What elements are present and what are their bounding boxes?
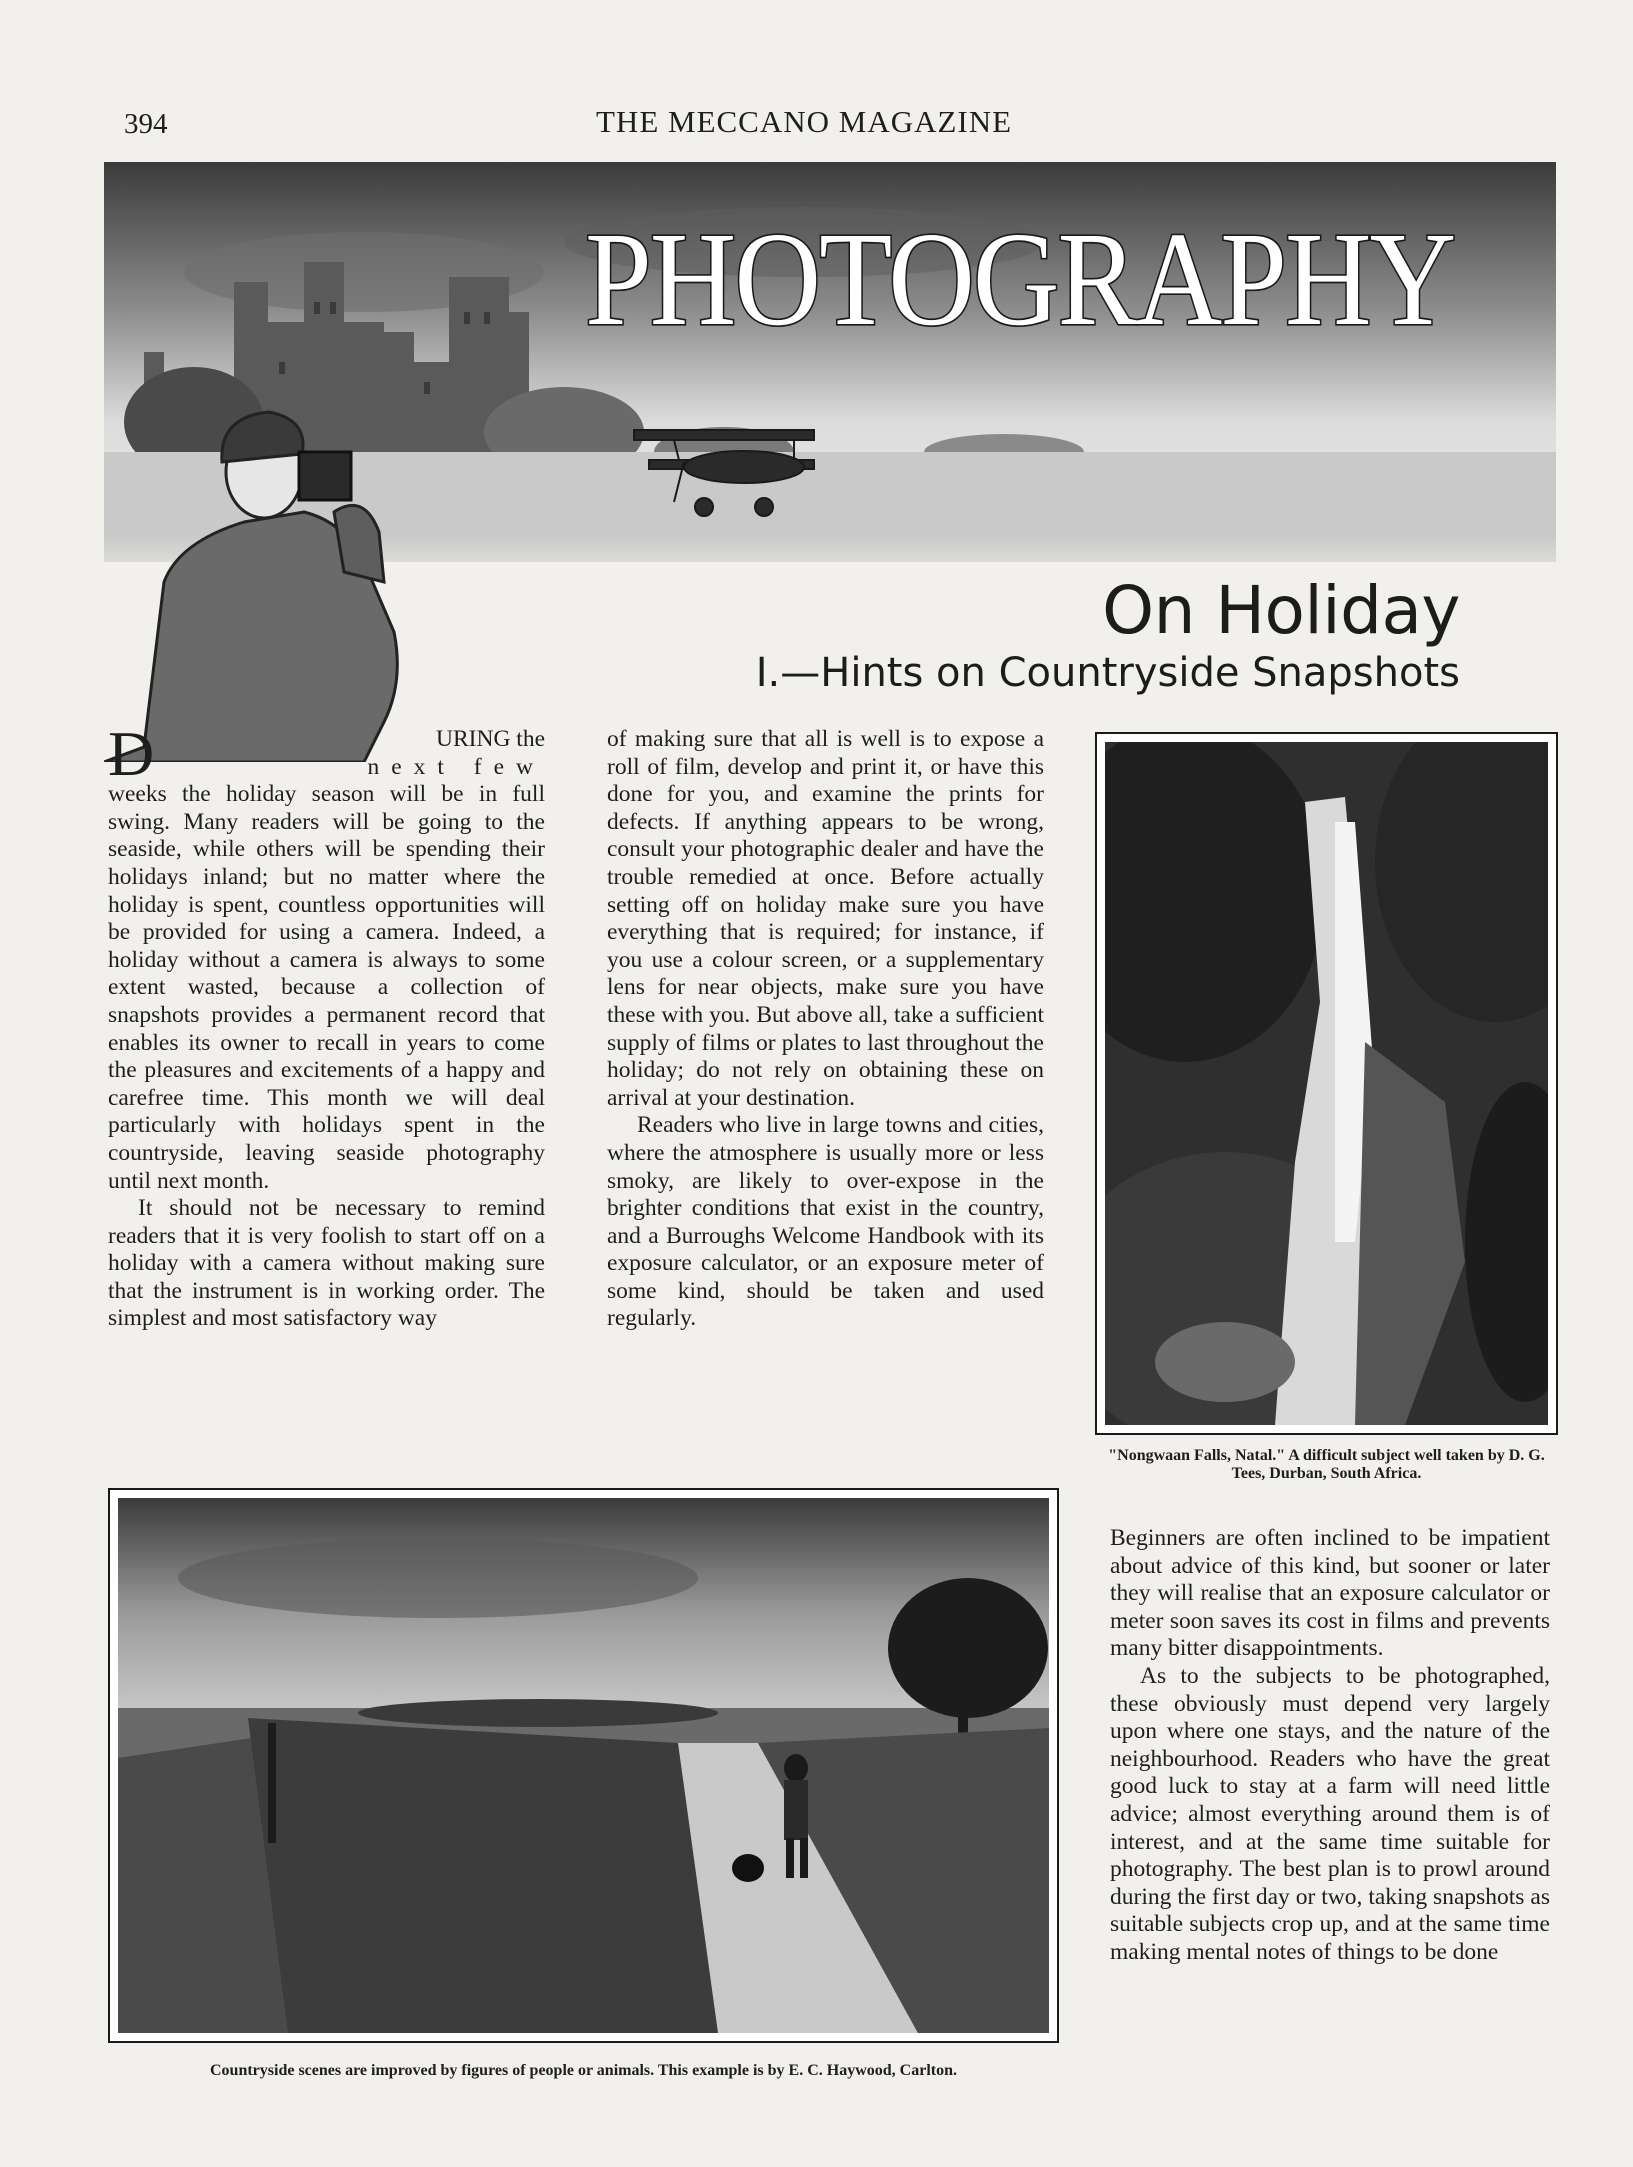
paragraph-text: weeks the holiday season will be in full swing. Many readers will be going to the seaside, while others will be spending their holidays inland; but no matter where the holiday is spent, countless opportunities will be provided for using a camera. Indeed, a holiday without a camera is always to some extent wasted, because a collection of snapshots provides a permanent record that enables its owner to recall in years to come the pleasures and excitements of a happy and carefree time. This month we will deal particularly with holidays spent in the countryside, leaving seaside photography until next month. <box>108 781 545 1194</box>
waterfall-caption: "Nongwaan Falls, Natal." A difficult subject well taken by D. G. Tees, Durban, South Africa. <box>1108 1447 1545 1482</box>
photography-headline: PHOTOGRAPHY <box>585 204 1455 354</box>
waterfall-photo <box>1095 732 1558 1435</box>
paragraph: of making sure that all is well is to expose a roll of film, develop and print it, or have this done for you, and examine the prints for defects. If anything appears to be wrong, consult your photographic dealer and have the trouble remedied at once. Before actually setting off on holiday make sure you have everything that is required; for instance, if you use a colour screen, or a supplementary lens for near objects, make sure you have these with you. But above all, take a sufficient supply of films or plates to last throughout the holiday; do not rely on obtaining these on arrival at your destination. <box>607 726 1044 1111</box>
countryside-image <box>118 1498 1049 2033</box>
text-column-3 <box>1110 1525 1550 1967</box>
page-number: 394 <box>124 108 168 140</box>
paragraph: As to the subjects to be photographed, these obviously must depend very largely upon where one stays, and the nature of the neighbourhood. Readers who have the great good luck to stay at a farm will need little advice; almost everything around them is of interest, and at the same time suitable for photography. The best plan is to prowl around during the first day or two, taking snapshots as suitable subjects crop up, and at the same time making mental notes of things to be done <box>1110 1662 1550 1965</box>
countryside-caption: Countryside scenes are improved by figures of people or animals. This example is by E. C. Haywood, Carlton. <box>210 2062 957 2079</box>
running-header: THE MECCANO MAGAZINE <box>596 104 1013 139</box>
article-subtitle: I.—Hints on Countryside Snapshots <box>755 650 1460 696</box>
waterfall-image <box>1105 742 1548 1425</box>
paragraph <box>108 718 545 1195</box>
countryside-photo <box>108 1488 1059 2043</box>
text-column-2 <box>607 726 1044 1333</box>
article-title: On Holiday <box>1102 572 1460 649</box>
dropcap: D <box>108 718 155 789</box>
paragraph: Beginners are often inclined to be impatient about advice of this kind, but sooner or later they will realise that an exposure calculator or meter soon saves its cost in films and prevents many bitter disappointments. <box>1110 1525 1550 1662</box>
paragraph: Readers who live in large towns and cities, where the atmosphere is usually more or less smoky, are likely to over-expose in the brighter conditions that exist in the country, and a Burroughs Welcome Handbook with its exposure calculator, or an exposure meter of some kind, should be taken and used regularly. <box>607 1112 1044 1332</box>
opening-line-2: next few <box>367 753 545 780</box>
text-column-1 <box>108 718 545 1333</box>
opening-line-1: URING the <box>436 726 545 752</box>
paragraph: It should not be necessary to remind readers that it is very foolish to start off on a holiday with a camera without making sure that the instrument is in working order. The simplest and most satisfactory way <box>108 1195 545 1332</box>
